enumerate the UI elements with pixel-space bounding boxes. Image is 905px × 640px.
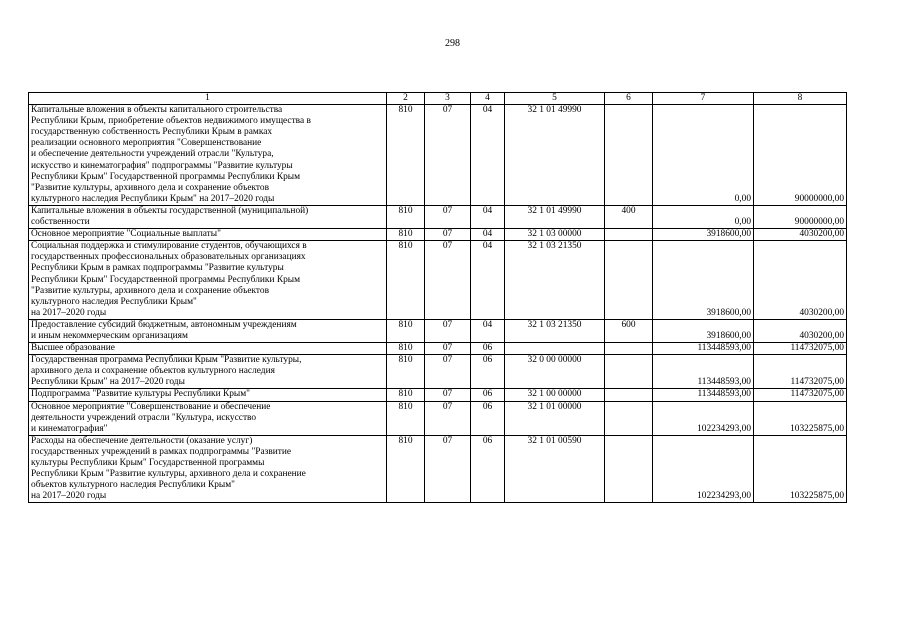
target-article-cell [505,343,605,355]
expense-type-cell [605,105,653,206]
expense-type-cell [605,343,653,355]
row-name-cell: Подпрограмма "Развитие культуры Республики Крым" [29,389,387,401]
expense-type-cell [605,355,653,389]
amount-2019-cell: 113448593,00 [653,389,754,401]
subsection-cell: 04 [471,105,505,206]
table-row [29,229,847,241]
expense-type-cell: 600 [605,319,653,342]
target-article-cell: 32 1 01 00590 [505,435,605,503]
row-name-cell: Основное мероприятие "Совершенствование и обеспечение деятельности учреждений отрасли "Культура, искусство и кинематография" [29,401,387,435]
subsection-cell: 06 [471,389,505,401]
section-cell: 07 [425,105,471,206]
row-name-cell: Государственная программа Республики Крым "Развитие культуры, архивного дела и сохранение объектов культурного наследия Республики Крым" на 2017–2020 годы [29,355,387,389]
admin-code-cell: 810 [387,105,425,206]
table-row [29,355,847,389]
target-article-cell: 32 0 00 00000 [505,355,605,389]
target-article-cell: 32 1 01 49990 [505,105,605,206]
table-row [29,205,847,228]
row-name-cell: Высшее образование [29,343,387,355]
subsection-cell: 06 [471,401,505,435]
section-cell: 07 [425,355,471,389]
amount-2019-cell: 3918600,00 [653,319,754,342]
amount-2020-cell: 4030200,00 [754,241,847,320]
table-row [29,105,847,206]
target-article-cell: 32 1 01 49990 [505,205,605,228]
section-cell: 07 [425,389,471,401]
row-name-cell: Предоставление субсидий бюджетным, автономным учреждениям и иным некоммерческим организациям [29,319,387,342]
amount-2020-cell: 103225875,00 [754,435,847,503]
section-cell: 07 [425,401,471,435]
section-cell: 07 [425,205,471,228]
table-header-row [29,93,847,105]
admin-code-cell: 810 [387,229,425,241]
amount-2019-cell: 0,00 [653,105,754,206]
target-article-cell: 32 1 00 00000 [505,389,605,401]
table-row [29,389,847,401]
row-name-cell: Капитальные вложения в объекты капитального строительства Республики Крым, приобретение объектов недвижимого имущества в государственную собственность Республики Крым в рамках реализации основного мероприятия "Совершенствование и обеспечение деятельности учреждений отрасли "Культура, искусство и кинематография" подпрограммы "Развитие культуры Республики Крым" Государственной программы Республики Крым "Развитие культуры, архивного дела и сохранение объектов культурного наследия Республики Крым" на 2017–2020 годы [29,105,387,206]
amount-2019-cell: 3918600,00 [653,241,754,320]
subsection-cell: 04 [471,241,505,320]
row-name-cell: Социальная поддержка и стимулирование студентов, обучающихся в государственных профессиональных образовательных организациях Республики Крым в рамках подпрограммы "Развитие культуры Республики Крым" Государственной программы Республики Крым "Развитие культуры, архивного дела и сохранение объектов культурного наследия Республики Крым" на 2017–2020 годы [29,241,387,320]
page-number: 298 [445,38,460,49]
amount-2019-cell: 0,00 [653,205,754,228]
table-row [29,435,847,503]
subsection-cell: 06 [471,343,505,355]
section-cell: 07 [425,435,471,503]
header-cell-8: 8 [754,93,847,105]
amount-2019-cell: 113448593,00 [653,355,754,389]
header-cell-6: 6 [605,93,653,105]
subsection-cell: 04 [471,205,505,228]
amount-2020-cell: 4030200,00 [754,319,847,342]
amount-2020-cell: 90000000,00 [754,105,847,206]
amount-2019-cell: 102234293,00 [653,435,754,503]
expense-type-cell [605,401,653,435]
row-name-cell: Основное мероприятие "Социальные выплаты" [29,229,387,241]
section-cell: 07 [425,241,471,320]
amount-2020-cell: 90000000,00 [754,205,847,228]
target-article-cell: 32 1 03 21350 [505,319,605,342]
expense-type-cell [605,241,653,320]
amount-2020-cell: 103225875,00 [754,401,847,435]
expense-type-cell [605,435,653,503]
table-row [29,241,847,320]
section-cell: 07 [425,343,471,355]
expense-type-cell [605,389,653,401]
header-cell-4: 4 [471,93,505,105]
amount-2019-cell: 113448593,00 [653,343,754,355]
admin-code-cell: 810 [387,241,425,320]
amount-2020-cell: 4030200,00 [754,229,847,241]
header-cell-1: 1 [29,93,387,105]
table-row [29,343,847,355]
amount-2020-cell: 114732075,00 [754,355,847,389]
row-name-cell: Капитальные вложения в объекты государственной (муниципальной) собственности [29,205,387,228]
amount-2019-cell: 102234293,00 [653,401,754,435]
header-cell-5: 5 [505,93,605,105]
section-cell: 07 [425,229,471,241]
amount-2020-cell: 114732075,00 [754,389,847,401]
target-article-cell: 32 1 01 00000 [505,401,605,435]
section-cell: 07 [425,319,471,342]
header-cell-3: 3 [425,93,471,105]
subsection-cell: 06 [471,355,505,389]
admin-code-cell: 810 [387,205,425,228]
target-article-cell: 32 1 03 21350 [505,241,605,320]
expense-type-cell: 400 [605,205,653,228]
amount-2020-cell: 114732075,00 [754,343,847,355]
amount-2019-cell: 3918600,00 [653,229,754,241]
admin-code-cell: 810 [387,435,425,503]
budget-table [28,92,847,503]
header-cell-2: 2 [387,93,425,105]
expense-type-cell [605,229,653,241]
subsection-cell: 04 [471,319,505,342]
admin-code-cell: 810 [387,355,425,389]
target-article-cell: 32 1 03 00000 [505,229,605,241]
admin-code-cell: 810 [387,389,425,401]
admin-code-cell: 810 [387,401,425,435]
admin-code-cell: 810 [387,343,425,355]
table-row [29,401,847,435]
admin-code-cell: 810 [387,319,425,342]
header-cell-7: 7 [653,93,754,105]
table-row [29,319,847,342]
row-name-cell: Расходы на обеспечение деятельности (оказание услуг) государственных учреждений в рамках подпрограммы "Развитие культуры Республики Крым" Государственной программы Республики Крым "Развитие культуры, архивного дела и сохранение объектов культурного наследия Республики Крым" на 2017–2020 годы [29,435,387,503]
subsection-cell: 06 [471,435,505,503]
subsection-cell: 04 [471,229,505,241]
